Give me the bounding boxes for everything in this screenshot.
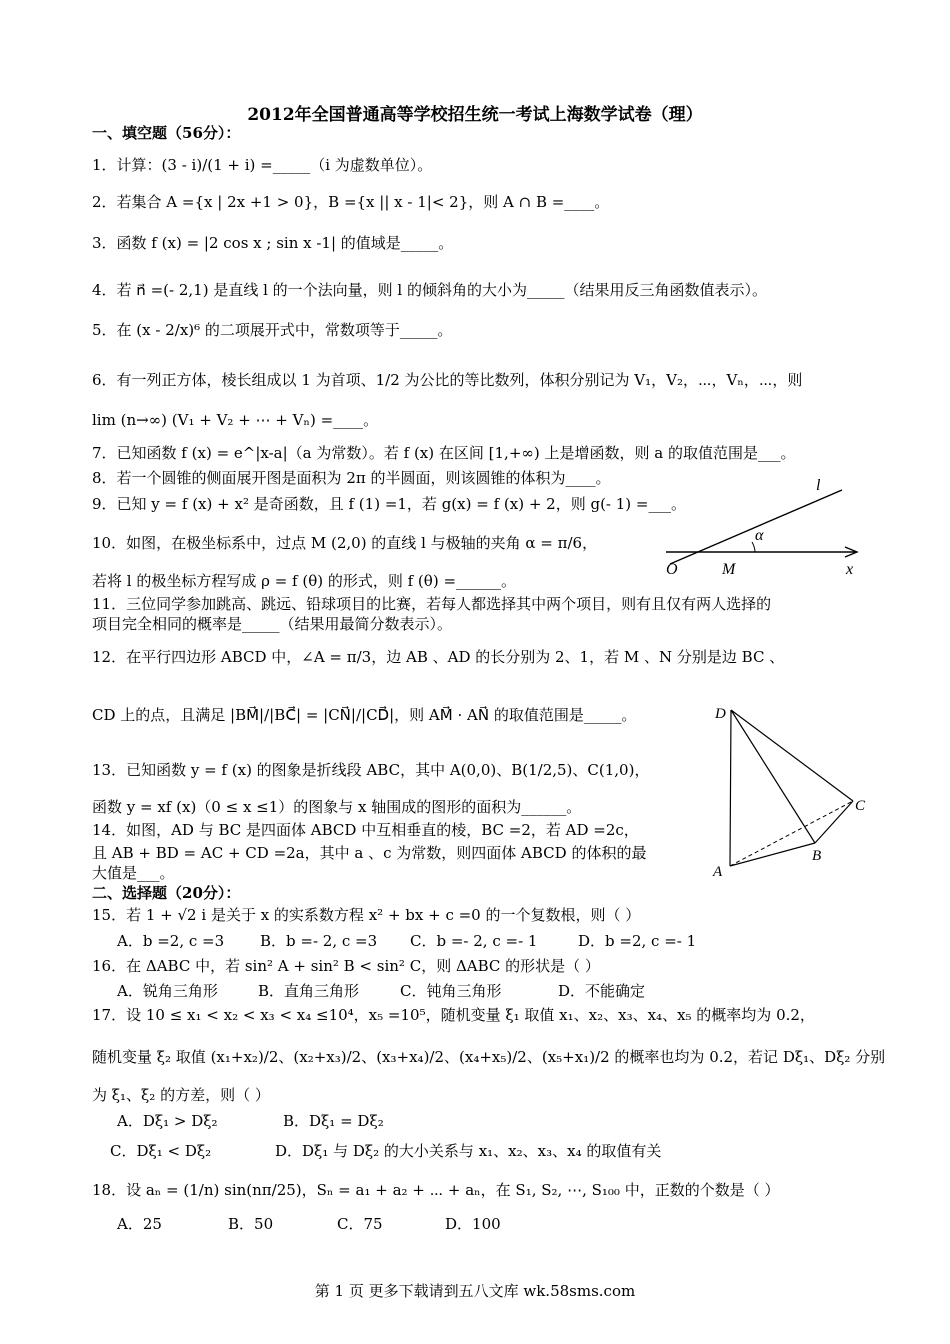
label-D: D [715, 706, 726, 722]
label-O: O [666, 561, 678, 578]
question-17-line-3: 为 ξ₁、ξ₂ 的方差，则（ ） [92, 1086, 270, 1104]
question-13-line-2: 函数 y = xf (x)（0 ≤ x ≤1）的图象与 x 轴围成的图形的面积为______。 [92, 798, 582, 816]
label-l: l [816, 477, 821, 494]
label-C: C [855, 798, 866, 814]
question-18-option-c: C．75 [337, 1215, 383, 1233]
page-footer: 第 1 页 更多下载请到五八文库 wk.58sms.com [314, 1282, 636, 1300]
label-x: x [846, 561, 854, 578]
question-6-line-2: lim (n→∞) (V₁ + V₂ + ⋯ + Vₙ) =____。 [92, 411, 379, 429]
label-alpha: α [755, 527, 764, 544]
question-17-line-1: 17．设 10 ≤ x₁ < x₂ < x₃ < x₄ ≤10⁴，x₅ =10⁵，随机变量 ξ₁ 取值 x₁、x₂、x₃、x₄、x₅ 的概率均为 0.2， [92, 1006, 815, 1024]
question-16-option-b: B．直角三角形 [258, 982, 360, 1000]
question-17-line-2: 随机变量 ξ₂ 取值 (x₁+x₂)/2、(x₂+x₃)/2、(x₃+x₄)/2、(x₄+x₅)/2、(x₅+x₁)/2 的概率也均为 0.2，若记 Dξ₁、Dξ₂ 分别 [92, 1048, 886, 1066]
question-14-line-1: 14．如图，AD 与 BC 是四面体 ABCD 中互相垂直的棱，BC =2，若 AD =2c， [92, 821, 639, 839]
label-B: B [812, 848, 822, 864]
question-17-option-d: D．Dξ₁ 与 Dξ₂ 的大小关系与 x₁、x₂、x₃、x₄ 的取值有关 [275, 1142, 662, 1160]
question-15-option-a: A．b =2, c =3 [117, 932, 225, 950]
edge-DC [731, 710, 853, 801]
question-17-option-b: B．Dξ₁ = Dξ₂ [283, 1112, 384, 1130]
question-3: 3．函数 f (x) = |2 cos x ; sin x -1| 的值域是_____。 [92, 234, 454, 252]
question-18-option-b: B．50 [228, 1215, 274, 1233]
question-9: 9．已知 y = f (x) + x² 是奇函数，且 f (1) =1，若 g(x) = f (x) + 2，则 g(- 1) =___。 [92, 495, 686, 513]
question-16: 16．在 ΔABC 中，若 sin² A + sin² B < sin² C，则 ΔABC 的形状是（ ） [92, 957, 600, 975]
question-18-option-a: A．25 [117, 1215, 162, 1233]
question-15-option-b: B．b =- 2, c =3 [260, 932, 378, 950]
question-10-line-1: 10．如图，在极坐标系中，过点 M (2,0) 的直线 l 与极轴的夹角 α = π/6， [92, 534, 598, 552]
question-11-line-1: 11．三位同学参加跳高、跳远、铅球项目的比赛，若每人都选择其中两个项目，则有且仅有两人选择的 [92, 595, 772, 613]
question-6-line-1: 6．有一列正方体，棱长组成以 1 为首项、1/2 为公比的等比数列，体积分别记为 V₁，V₂，⋯，Vₙ，⋯，则 [92, 371, 803, 389]
question-18: 18．设 aₙ = (1/n) sin(nπ/25)，Sₙ = a₁ + a₂ + ⋯ + aₙ，在 S₁, S₂, ⋯, S₁₀₀ 中，正数的个数是（ ） [92, 1181, 780, 1199]
question-2: 2．若集合 A ={x | 2x +1 > 0}，B ={x || x - 1|< 2}，则 A ∩ B =____。 [92, 193, 610, 211]
question-17-option-c: C．Dξ₁ < Dξ₂ [110, 1142, 212, 1160]
question-12-line-2: CD 上的点，且满足 |BM⃗|/|BC⃗| = |CN⃗|/|CD⃗|，则 AM⃗ · AN⃗ 的取值范围是_____。 [92, 706, 637, 724]
question-16-option-c: C．钝角三角形 [400, 982, 502, 1000]
edge-BC [815, 801, 853, 843]
question-11-line-2: 项目完全相同的概率是_____（结果用最简分数表示）。 [92, 615, 453, 633]
edge-DA [730, 710, 731, 866]
question-4: 4．若 n⃗ =(- 2,1) 是直线 l 的一个法向量，则 l 的倾斜角的大小为_____（结果用反三角函数值表示）。 [92, 281, 767, 299]
question-5: 5．在 (x - 2/x)⁶ 的二项展开式中，常数项等于_____。 [92, 321, 453, 339]
question-18-option-d: D．100 [445, 1215, 501, 1233]
edge-AB [730, 843, 815, 866]
label-A: A [713, 864, 723, 880]
edge-AC-hidden [730, 801, 853, 866]
page-title: 2012年全国普通高等学校招生统一考试上海数学试卷（理） [247, 105, 703, 125]
question-14-line-2: 且 AB + BD = AC + CD =2a，其中 a 、c 为常数，则四面体 ABCD 的体积的最 [92, 844, 647, 862]
question-16-option-d: D．不能确定 [558, 982, 646, 1000]
question-1: 1．计算：(3 - i)/(1 + i) =_____（i 为虚数单位）。 [92, 156, 433, 174]
question-8: 8．若一个圆锥的侧面展开图是面积为 2π 的半圆面，则该圆锥的体积为____。 [92, 469, 611, 487]
question-15-option-c: C．b =- 2, c =- 1 [410, 932, 538, 950]
label-M: M [722, 561, 736, 578]
figure-tetrahedron [705, 700, 880, 885]
question-10-line-2: 若将 l 的极坐标方程写成 ρ = f (θ) 的形式，则 f (θ) =______。 [92, 572, 517, 590]
question-13-line-1: 13．已知函数 y = f (x) 的图象是折线段 ABC，其中 A(0,0)、B(1/2,5)、C(1,0)， [92, 761, 650, 779]
question-15: 15．若 1 + √2 i 是关于 x 的实系数方程 x² + bx + c =0 的一个复数根，则（ ） [92, 906, 641, 924]
figure-polar-line [660, 470, 870, 580]
question-14-line-3: 大值是___。 [92, 864, 175, 882]
question-16-option-a: A．锐角三角形 [117, 982, 218, 1000]
question-15-option-d: D．b =2, c =- 1 [578, 932, 697, 950]
question-12-line-1: 12．在平行四边形 ABCD 中，∠A = π/3，边 AB 、AD 的长分别为 2、1，若 M 、N 分别是边 BC 、 [92, 648, 785, 666]
edge-DB [731, 710, 815, 843]
question-7: 7．已知函数 f (x) = e^|x-a|（a 为常数）。若 f (x) 在区间 [1,+∞) 上是增函数，则 a 的取值范围是___。 [92, 444, 796, 462]
section-fill-in: 一、填空题（56分）： [92, 124, 241, 142]
question-17-option-a: A．Dξ₁ > Dξ₂ [117, 1112, 218, 1130]
section-multiple-choice: 二、选择题（20分）： [92, 884, 241, 902]
